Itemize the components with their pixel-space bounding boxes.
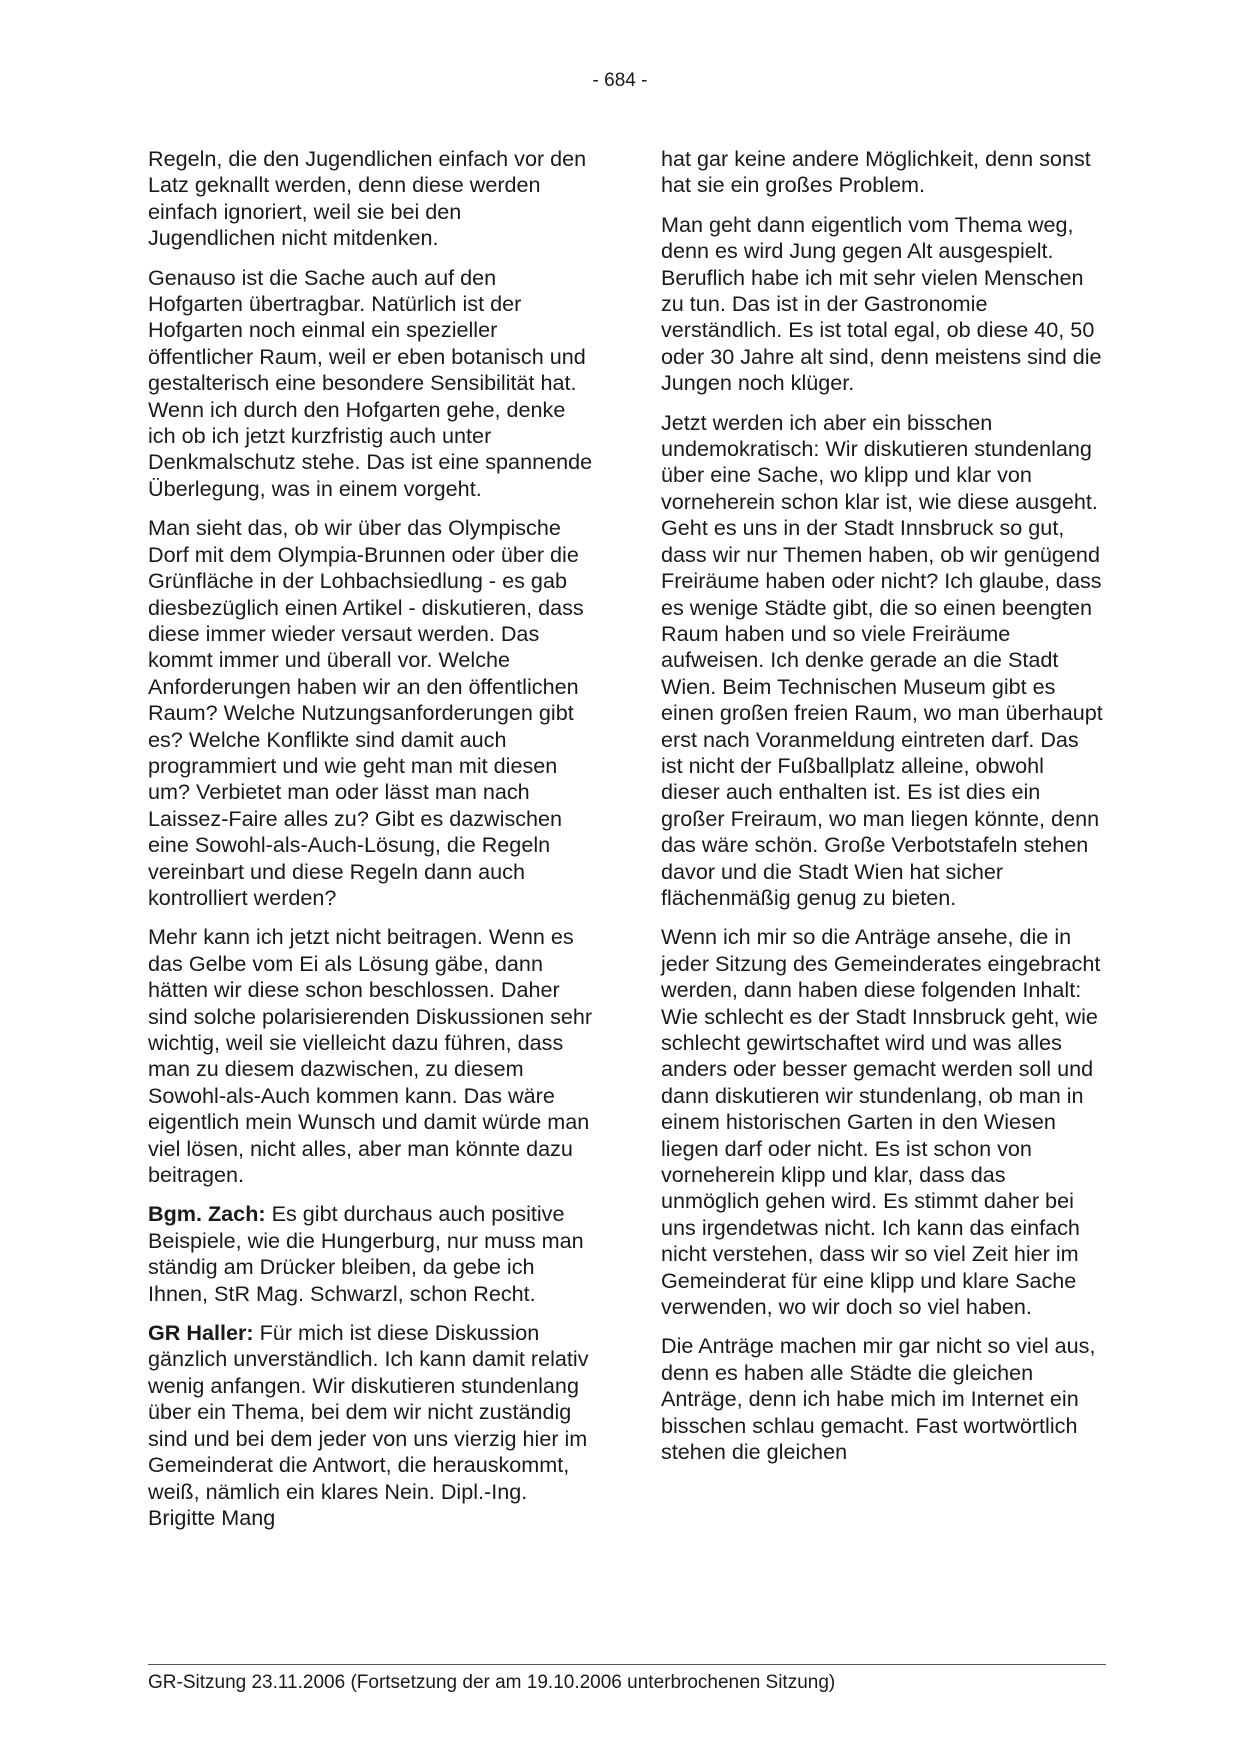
speech-paragraph [148, 1201, 593, 1307]
footer-divider [148, 1664, 1106, 1665]
speech-text: Es gibt durchaus auch positive Beispiele, wie die Hungerburg, nur muss man ständig am Drücker bleiben, da gebe ich Ihnen, StR Mag. Schwarzl, schon Recht. [148, 1201, 584, 1306]
speaker-name: GR Haller: [148, 1320, 254, 1346]
paragraph: Mehr kann ich jetzt nicht beitragen. Wenn es das Gelbe vom Ei als Lösung gäbe, dann hätten wir diese schon beschlossen. Daher sind solche polarisierenden Diskussionen sehr wichtig, weil sie vielleicht dazu führen, dass man zu diesem dazwischen, zu diesem Sowohl-als-Auch kommen kann. Das wäre eigentlich mein Wunsch und damit würde man viel lösen, nicht alles, aber man könnte dazu beitragen. [148, 924, 593, 1188]
speech-paragraph [148, 1320, 593, 1531]
left-column [148, 146, 593, 1544]
footer-text: GR-Sitzung 23.11.2006 (Fortsetzung der am 19.10.2006 unterbrochenen Sitzung) [148, 1672, 836, 1693]
page-number: - 684 - [592, 70, 648, 91]
paragraph: Wenn ich mir so die Anträge ansehe, die in jeder Sitzung des Gemeinderates eingebracht werden, dann haben diese folgenden Inhalt: Wie schlecht es der Stadt Innsbruck geht, wie schlecht gewirtschaftet wird und was alles anders oder besser gemacht werden soll und dann diskutieren wir stundenlang, ob man in einem historischen Garten in den Wiesen liegen darf oder nicht. Es ist schon von vorneherein klipp und klar, dass das unmöglich gehen wird. Es stimmt daher bei uns irgendetwas nicht. Ich kann das einfach nicht verstehen, dass wir so viel Zeit hier im Gemeinderat für eine klipp und klare Sache verwenden, wo wir doch so viel haben. [661, 924, 1101, 1320]
paragraph: Regeln, die den Jugendlichen einfach vor den Latz geknallt werden, denn diese werden einfach ignoriert, weil sie bei den Jugendlichen nicht mitdenken. [148, 146, 587, 251]
paragraph: Man sieht das, ob wir über das Olympische Dorf mit dem Olympia-Brunnen oder über die Grünfläche in der Lohbachsiedlung - es gab diesbezüglich einen Artikel - diskutieren, dass diese immer wieder versaut werden. Das kommt immer und überall vor. Welche Anforderungen haben wir an den öffentlichen Raum? Welche Nutzungsanforderungen gibt es? Welche Konflikte sind damit auch programmiert und wie geht man mit diesen um? Verbietet man oder lässt man nach Laissez-Faire alles zu? Gibt es dazwischen eine Sowohl-als-Auch-Lösung, die Regeln vereinbart und diese Regeln dann auch kontrolliert werden? [148, 515, 584, 910]
paragraph: Genauso ist die Sache auch auf den Hofgarten übertragbar. Natürlich ist der Hofgarten noch einmal ein spezieller öffentlicher Raum, weil er eben botanisch und gestalterisch eine besondere Sensibilität hat. Wenn ich durch den Hofgarten gehe, denke ich ob ich jetzt kurzfristig auch unter Denkmalschutz stehe. Das ist eine spannende Überlegung, was in einem vorgeht. [148, 264, 593, 501]
speaker-name: Bgm. Zach: [148, 1201, 266, 1227]
paragraph: Jetzt werden ich aber ein bisschen undemokratisch: Wir diskutieren stundenlang über eine Sache, wo klipp und klar von vorneherein schon klar ist, wie diese ausgeht. Geht es uns in der Stadt Innsbruck so gut, dass wir nur Themen haben, ob wir genügend Freiräume haben oder nicht? Ich glaube, dass es wenige Städte gibt, die so einen beengten Raum haben und so viele Freiräume aufweisen. Ich denke gerade an die Stadt Wien. Beim Technischen Museum gibt es einen großen freien Raum, wo man überhaupt erst nach Voranmeldung eintreten darf. Das ist nicht der Fußballplatz alleine, obwohl dieser auch enthalten ist. Es ist dies ein großer Freiraum, wo man liegen könnte, denn das wäre schön. Große Verbotstafeln stehen davor und die Stadt Wien hat sicher flächenmäßig genug zu bieten. [661, 409, 1103, 910]
paragraph: Man geht dann eigentlich vom Thema weg, denn es wird Jung gegen Alt ausgespielt. Beruflich habe ich mit sehr vielen Menschen zu tun. Das ist in der Gastronomie verständlich. Es ist total egal, ob diese 40, 50 oder 30 Jahre alt sind, denn meistens sind die Jungen noch klüger. [661, 211, 1102, 396]
paragraph: Die Anträge machen mir gar nicht so viel aus, denn es haben alle Städte die gleichen Anträge, denn ich habe mich im Internet ein bisschen schlau gemacht. Fast wortwörtlich stehen die gleichen [661, 1333, 1096, 1465]
paragraph: hat gar keine andere Möglichkeit, denn sonst hat sie ein großes Problem. [661, 146, 1091, 198]
speech-text: Für mich ist diese Diskussion gänzlich unverständlich. Ich kann damit relativ wenig anfangen. Wir diskutieren stundenlang über ein Thema, bei dem wir nicht zuständig sind und bei dem jeder von uns vierzig hier im Gemeinderat die Antwort, die herauskommt, weiß, nämlich ein klares Nein. Dipl.-Ing. Brigitte Mang [148, 1320, 589, 1530]
right-column [661, 146, 1106, 1479]
